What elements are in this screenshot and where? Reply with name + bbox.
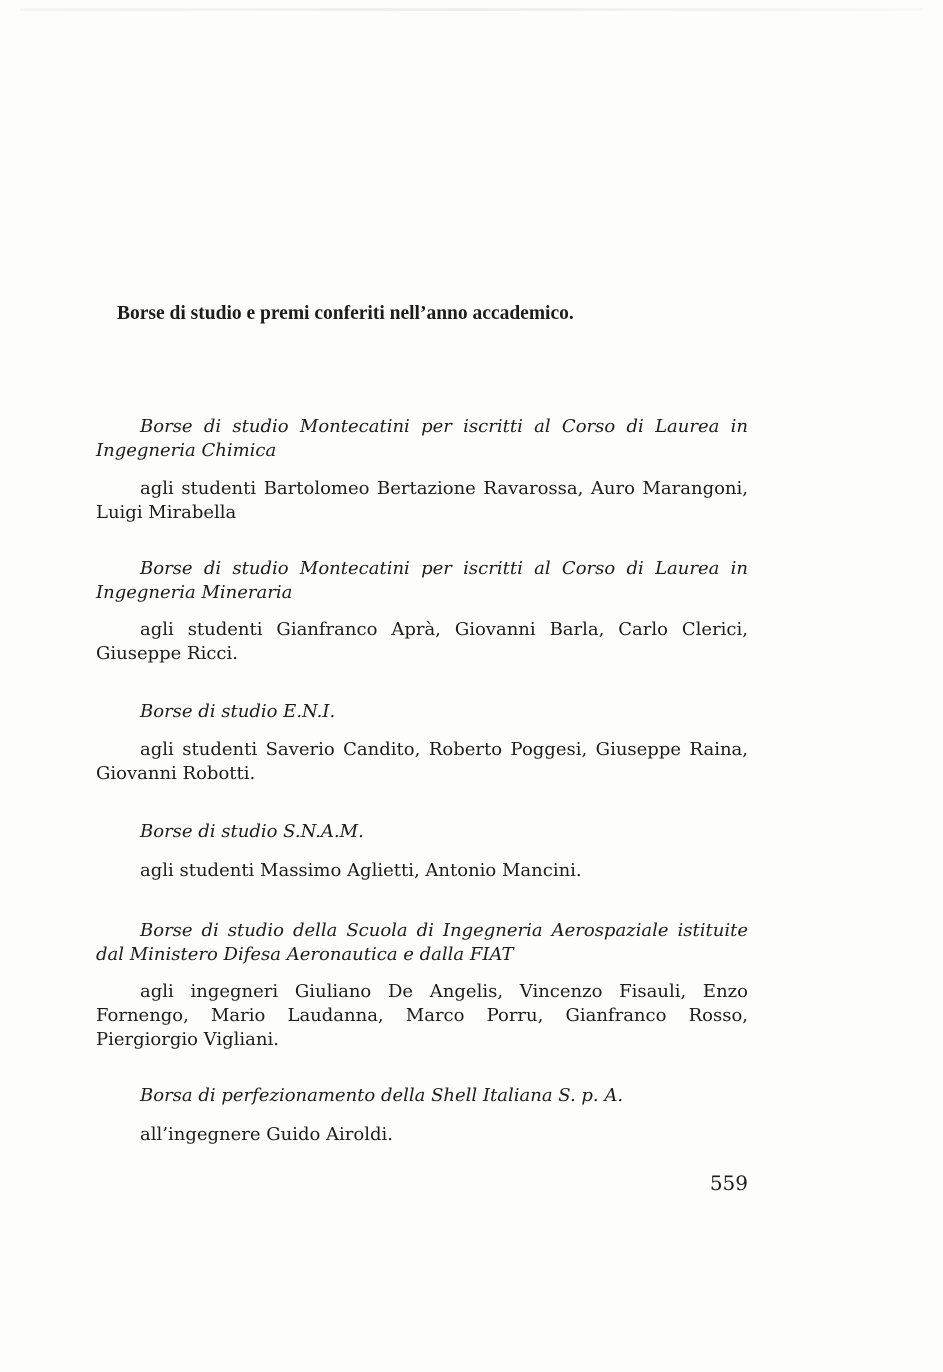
award-heading-2: Borse di studio Montecatini per iscritti al Corso di Laurea in Ingegneria Mineraria — [96, 558, 748, 603]
award-heading-3: Borse di studio E.N.I. — [140, 701, 336, 722]
award-heading-6: Borsa di perfezionamento della Shell Italiana S. p. A. — [140, 1085, 624, 1106]
award-recipients-3: agli studenti Saverio Candito, Roberto Poggesi, Giuseppe Raina, Giovanni Robotti. — [96, 739, 748, 784]
award-recipients-6: all’ingegnere Guido Airoldi. — [140, 1124, 394, 1145]
award-recipients-4: agli studenti Massimo Aglietti, Antonio Mancini. — [140, 860, 582, 881]
award-heading-1: Borse di studio Montecatini per iscritti al Corso di Laurea in Ingegneria Chimica — [96, 416, 748, 461]
award-heading-4: Borse di studio S.N.A.M. — [140, 821, 364, 842]
award-recipients-2: agli studenti Gianfranco Aprà, Giovanni Barla, Carlo Clerici, Giuseppe Ricci. — [96, 619, 748, 664]
scan-edge — [20, 8, 923, 11]
award-recipients-1: agli studenti Bartolomeo Bertazione Ravarossa, Auro Marangoni, Luigi Mirabella — [96, 478, 748, 523]
page-title: Borse di studio e premi conferiti nell’anno accademico. — [117, 303, 574, 324]
page-number: 559 — [709, 1171, 748, 1195]
award-recipients-5: agli ingegneri Giuliano De Angelis, Vincenzo Fisauli, Enzo Fornengo, Mario Laudanna, Marco Porru, Gianfranco Rosso, Piergiorgio Vigliani. — [96, 981, 748, 1050]
award-heading-5: Borse di studio della Scuola di Ingegneria Aerospaziale istituite dal Ministero Difesa Aeronautica e dalla FIAT — [96, 920, 748, 965]
